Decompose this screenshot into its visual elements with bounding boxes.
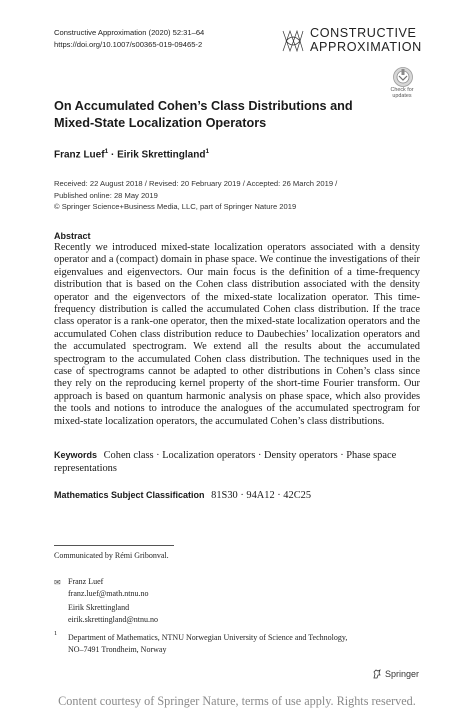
msc-codes: 81S30 · 94A12 · 42C25: [211, 490, 312, 501]
abstract-body: Recently we introduced mixed-state localization operators associated with a density operator and a (compact) domain in phase space. We continue the investigations of their eigenvalues and eigenvectors. Our main focus is the definition of a time-frequency distribution that is based on the Cohen class distribution associated with the density operator and the eigenvectors of the mixed-state localization operator. This time-frequency distribution is called the accumulated Cohen class distribution. If the trace class operator is a rank-one operator, then the mixed-state localization operators and the accumulated Cohen class distribution reduce to Daubechies’ localization operators and the accumulated spectrogram. We extend all the results about the accumulated spectrogram to the accumulated Cohen class distribution. The techniques used in the case of spectrograms cannot be adapted to other distributions in Cohen’s class since they rely on the reproducing kernel property of the short-time Fourier transform. Our approach is based on quantum harmonic analysis on phase space, which also provides the tools and notions to introduce the analogues of the accumulated spectrogram for mixed-state localization operators, the accumulated Cohen’s class distributions.: [54, 242, 420, 427]
contact-entry: [68, 602, 158, 625]
affiliation-number: 1: [54, 630, 58, 637]
journal-meta: [54, 27, 204, 50]
contact-email[interactable]: franz.luef@math.ntnu.no: [68, 588, 149, 598]
springer-horse-icon: [372, 669, 382, 679]
author-separator: ·: [110, 149, 115, 161]
author-affiliation-marker: 1: [104, 148, 109, 155]
dates-line: Published online: 28 May 2019: [54, 190, 158, 200]
publisher-name: Springer: [385, 669, 420, 679]
dates-line: Received: 22 August 2018 / Revised: 20 February 2019 / Accepted: 26 March 2019 /: [54, 179, 338, 188]
keywords: [54, 449, 414, 475]
copyright-line: © Springer Science+Business Media, LLC, part of Springer Nature 2019: [54, 202, 297, 211]
abstract-heading: Abstract: [54, 231, 91, 241]
footer-notice: Content courtesy of Springer Nature, terms of use apply. Rights reserved.: [58, 694, 416, 708]
affiliation: [68, 632, 418, 655]
paper-title-line2: Mixed-State Localization Operators: [54, 115, 267, 130]
contact-entry: [68, 576, 148, 599]
author-name[interactable]: Franz Luef: [54, 149, 105, 161]
check-updates-line1: Check for: [390, 87, 414, 93]
keywords-list: Cohen class · Localization operators · Density operators · Phase space representations: [54, 450, 397, 474]
journal-logo-icon: [282, 28, 304, 54]
paper-title: [54, 98, 374, 131]
journal-name: [310, 27, 422, 54]
publisher-logo: [372, 669, 419, 679]
contact-name: Franz Luef: [68, 577, 104, 586]
communicated-by: Communicated by Rémi Gribonval.: [54, 551, 169, 560]
journal-name-line1: CONSTRUCTIVE: [310, 26, 417, 40]
paper-title-line1: On Accumulated Cohen’s Class Distributions and: [54, 99, 353, 113]
author-name[interactable]: Eirik Skrettingland: [117, 149, 206, 161]
journal-name-line2: APPROXIMATION: [310, 39, 422, 54]
check-for-updates-label[interactable]: [380, 87, 424, 99]
contact-name: Eirik Skrettingland: [68, 603, 130, 612]
author-list: [54, 148, 209, 160]
affiliation-line: NO–7491 Trondheim, Norway: [68, 644, 167, 654]
journal-citation: Constructive Approximation (2020) 52:31–64: [54, 28, 205, 37]
doi-link[interactable]: https://doi.org/10.1007/s00365-019-09465-2: [54, 39, 203, 49]
msc-classification: [54, 489, 414, 503]
author-affiliation-marker: 1: [205, 148, 210, 155]
msc-label: Mathematics Subject Classification: [54, 490, 205, 500]
publication-dates: [54, 178, 434, 213]
affiliation-line: Department of Mathematics, NTNU Norwegian University of Science and Technology,: [68, 633, 348, 642]
keywords-label: Keywords: [54, 450, 98, 460]
contact-email[interactable]: eirik.skrettingland@ntnu.no: [68, 614, 159, 624]
check-updates-line2: updates: [392, 93, 412, 99]
envelope-icon: ✉: [54, 578, 61, 587]
footnote-divider: [54, 545, 174, 546]
